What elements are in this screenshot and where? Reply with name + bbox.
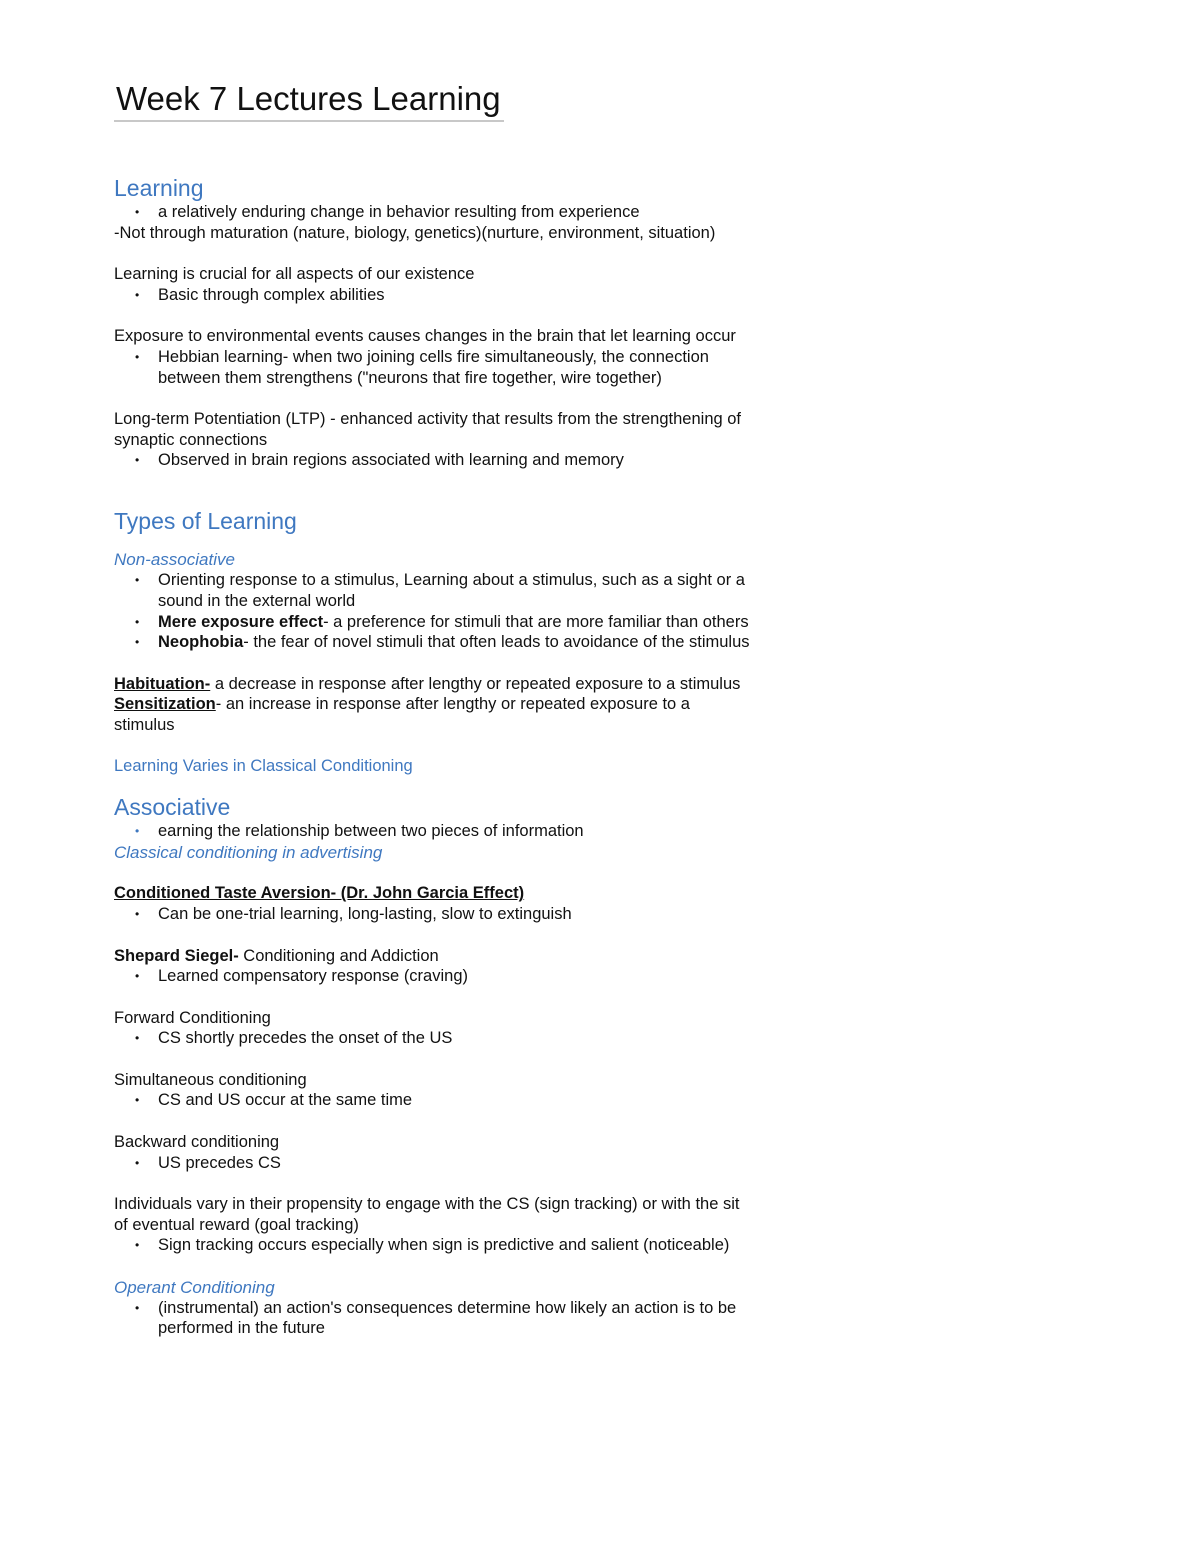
bullet-list: [114, 450, 754, 471]
definition-sensitization: - an increase in response after lengthy or repeated exposure to a stimulus: [114, 695, 690, 734]
paragraph-habituation: [114, 674, 754, 695]
definition-mere-exposure: - a preference for stimuli that are more familiar than others: [323, 612, 749, 631]
list-item: • Learned compensatory response (craving): [114, 966, 754, 987]
list-item: [114, 612, 754, 633]
list-item: • CS shortly precedes the onset of the US: [114, 1028, 754, 1049]
definition-siegel: Conditioning and Addiction: [238, 946, 439, 965]
paragraph-backward: Backward conditioning: [114, 1132, 280, 1151]
definition-habituation: a decrease in response after lengthy or repeated exposure to a stimulus: [210, 674, 741, 693]
paragraph-siegel: [114, 946, 754, 967]
bullet-list: [114, 966, 754, 987]
list-item: • Observed in brain regions associated with learning and memory: [114, 450, 754, 471]
heading-learning: Learning: [114, 175, 204, 201]
heading-types-of-learning: Types of Learning: [114, 508, 297, 535]
term-mere-exposure: Mere exposure effect: [158, 612, 324, 631]
list-item: • Can be one-trial learning, long-lasting, slow to extinguish: [114, 904, 754, 925]
paragraph-ltp: Long-term Potentiation (LTP) - enhanced activity that results from the strengthening of synaptic connections: [114, 409, 742, 449]
bullet-list: [114, 1028, 754, 1049]
paragraph-exposure: Exposure to environmental events causes changes in the brain that let learning occur: [114, 327, 736, 346]
paragraph-crucial: Learning is crucial for all aspects of our existence: [114, 265, 475, 284]
term-habituation: Habituation-: [114, 674, 211, 693]
list-item: • CS and US occur at the same time: [114, 1090, 754, 1111]
heading-conditioned-taste-aversion: Conditioned Taste Aversion- (Dr. John Garcia Effect): [114, 884, 525, 903]
list-item: • earning the relationship between two pieces of information: [114, 821, 754, 842]
document-page: [114, 80, 754, 1339]
paragraph-individuals: Individuals vary in their propensity to engage with the CS (sign tracking) or with the sit of eventual reward (goal tracking): [114, 1194, 740, 1234]
list-item: • a relatively enduring change in behavior resulting from experience: [114, 202, 754, 223]
bullet-list: [114, 1153, 754, 1174]
heading-associative: Associative: [114, 794, 231, 821]
bullet-list: [114, 821, 754, 842]
definition-neophobia: - the fear of novel stimuli that often leads to avoidance of the stimulus: [243, 633, 750, 652]
list-item: • Orienting response to a stimulus, Learning about a stimulus, such as a sight or a sound in the external world: [114, 570, 754, 611]
bullet-list: [114, 904, 754, 925]
bullet-list: [114, 1090, 754, 1111]
bullet-list: [114, 202, 754, 223]
term-sensitization: Sensitization: [114, 695, 216, 714]
heading-classical-advertising: Classical conditioning in advertising: [114, 842, 383, 862]
bullet-list: [114, 1235, 754, 1256]
list-item: • Sign tracking occurs especially when sign is predictive and salient (noticeable): [114, 1235, 754, 1256]
paragraph-sensitization: [114, 694, 754, 735]
list-item: [114, 632, 754, 653]
bullet-list: [114, 285, 754, 306]
paragraph-simultaneous: Simultaneous conditioning: [114, 1070, 307, 1089]
list-item: • US precedes CS: [114, 1153, 754, 1174]
bullet-list: [114, 1298, 754, 1339]
heading-operant-conditioning: Operant Conditioning: [114, 1277, 275, 1297]
list-item: • Basic through complex abilities: [114, 285, 754, 306]
term-siegel: Shepard Siegel-: [114, 946, 239, 965]
paragraph-maturation-note: -Not through maturation (nature, biology, genetics)(nurture, environment, situation): [114, 223, 716, 242]
bullet-list: [114, 570, 754, 653]
link-learning-varies[interactable]: Learning Varies in Classical Conditioning: [114, 757, 413, 776]
bullet-list: [114, 347, 754, 388]
paragraph-forward: Forward Conditioning: [114, 1008, 271, 1027]
document-title: Week 7 Lectures Learning: [116, 80, 501, 117]
heading-non-associative: Non-associative: [114, 550, 235, 570]
list-item: • (instrumental) an action's consequences determine how likely an action is to be performed in the future: [114, 1298, 754, 1339]
list-item: • Hebbian learning- when two joining cells fire simultaneously, the connection between them strengthens ("neurons that fire together, wire together): [114, 347, 754, 388]
term-neophobia: Neophobia: [158, 633, 244, 652]
